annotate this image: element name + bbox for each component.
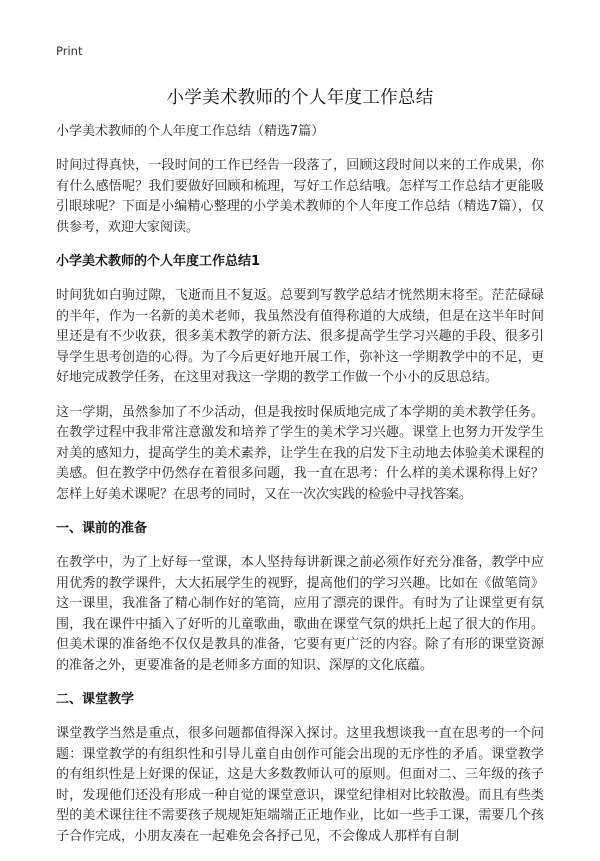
section-heading-1: 小学美术教师的个人年度工作总结1 (56, 254, 261, 269)
subheading-preparation: 一、课前的准备 (56, 521, 148, 536)
section1-paragraph-2: 这一学期，虽然参加了不少活动，但是我按时保质地完成了本学期的美术教学任务。在教学过程中我非常注意激发和培养了学生的美术学习兴趣。课堂上也努力开发学生对美的感知力，提高学生的美术素养，让学生在我的启发下主动地去体验美术课程的美感。但在教学中仍然存在着很多问题，我一直在思考：什么样的美术课称得上好？怎样上好美术课呢？在思考的同时，又在一次次实践的检验中寻找答案。 (56, 404, 544, 502)
page-title: 小学美术教师的个人年度工作总结 (166, 88, 434, 108)
classroom-paragraph: 课堂教学当然是重点，很多问题都值得深入探讨。这里我想谈我一直在思考的一个问题：课堂教学的有组织性和引导儿童自由创作可能会出现的无序性的矛盾。课堂教学的有组织性是上好课的保证，这是大多数教师认可的原则。但面对二、三年级的孩子时，发现他们还没有形成一种自觉的课堂意识，课堂纪律相对比较散漫。而且有些类型的美术课往往不需要孩子规规矩矩端端正正地作业，比如一些手工课，需要几个孩子合作完成，小朋友凑在一起难免会各抒己见，不会像成人那样有自制 (56, 726, 544, 844)
document-body (56, 122, 544, 861)
subheading-classroom: 二、课堂教学 (56, 692, 135, 707)
intro-paragraph: 时间过得真快，一段时间的工作已经告一段落了，回顾这段时间以来的工作成果，你有什么感悟呢？我们要做好回顾和梳理，写好工作总结哦。怎样写工作总结才更能吸引眼球呢？下面是小编精心整理的小学美术教师的个人年度工作总结（精选7篇），仅供参考，欢迎大家阅读。 (56, 158, 544, 235)
preparation-paragraph: 在教学中，为了上好每一堂课，本人坚持每讲新课之前必须作好充分准备，教学中应用优秀的教学课件，大大拓展学生的视野，提高他们的学习兴趣。比如在《做笔筒》这一课里，我准备了精心制作好的笔筒，应用了漂亮的课件。有时为了让课堂更有氛围，我在课件中插入了好听的儿童歌曲，歌曲在课堂气氛的烘托上起了很大的作用。但美术课的准备绝不仅仅是教具的准备，它要有更广泛的内容。除了有形的课堂资源的准备之外，更要准备的是老师多方面的知识、深厚的文化底蕴。 (56, 555, 544, 673)
document-subtitle: 小学美术教师的个人年度工作总结（精选7篇） (56, 124, 325, 139)
print-link[interactable]: Print (56, 44, 83, 58)
section1-paragraph-1: 时间犹如白驹过隙，飞逝而且不复返。总要到写教学总结才恍然期末将至。茫茫碌碌的半年，作为一名新的美术老师，我虽然没有值得称道的大成绩，但是在这半年时间里还是有不少收获，很多美术教学的新方法、很多提高学生学习兴趣的手段、很多引导学生思考创造的心得。为了今后更好地开展工作，弥补这一学期教学中的不足，更好地完成教学任务，在这里对我这一学期的教学工作做一个小小的反思总结。 (56, 288, 544, 385)
